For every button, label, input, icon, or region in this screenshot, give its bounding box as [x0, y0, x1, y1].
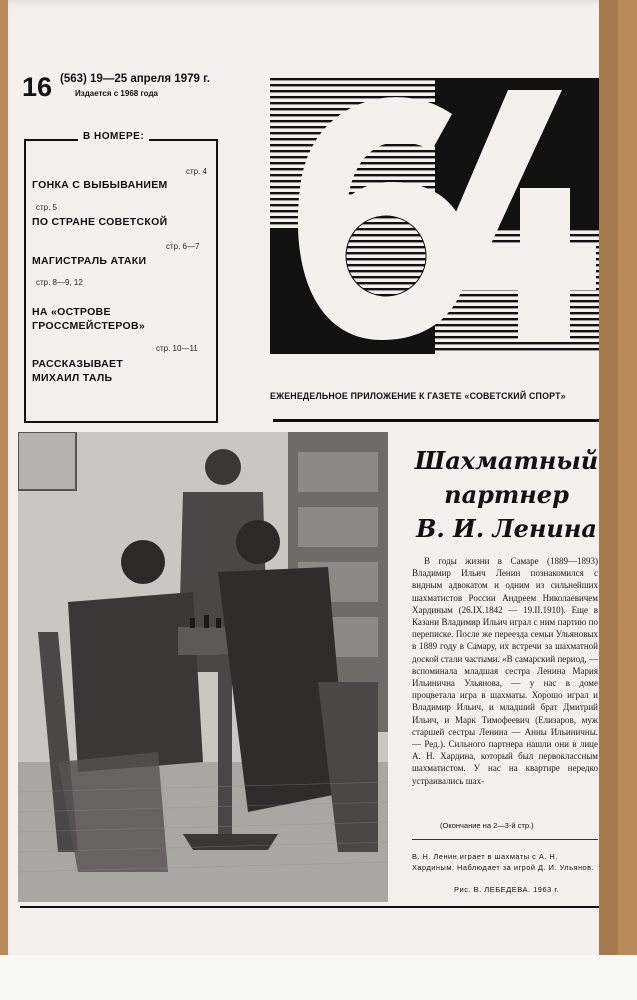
contents-headline[interactable]: МИХАИЛ ТАЛЬ [32, 372, 113, 384]
contents-box [24, 131, 218, 423]
illustration-credit: Рис. В. ЛЕБЕДЕВА. 1963 г. [454, 885, 560, 894]
continued-note[interactable]: (Окончание на 2—3-й стр.) [440, 821, 534, 830]
newspaper-page [8, 0, 618, 1000]
divider [273, 419, 600, 422]
supplement-line: ЕЖЕНЕДЕЛЬНОЕ ПРИЛОЖЕНИЕ К ГАЗЕТЕ «СОВЕТСКИЙ СПОРТ» [270, 391, 566, 401]
divider [412, 839, 598, 840]
article-body: В годы жизни в Самаре (1889—1893) Владимир Ильич Ленин познакомился с видным адвокатом и одним из сильнейших шахматистов России Андреем Николаевичем Хардиным (26.IX.1842 — 19.II.1910). Еще в Казани Владимир Ильич играл с ним партию по переписке. После же переезда семьи Ульяновых в 1889 году в Самару, их встречи за шахматной доской стали частыми. «В самарский период, — вспоминала младшая сестра Ленина Мария Ильинична Ульянова, — у нас в доме процветала игра в шахматы. Хорошо играл и Владимир Ильич, и младший брат Дмитрий Ильич, и Марк Тимофеевич (Елизаров, муж старшей сестры Ленина — Анны Ильиничны. — Ред.). Сильного партнера нашли они в лице А. Н. Хардина, который был первоклассным шахматистом. У нас на квартире нередко устраивались шах- [412, 556, 598, 786]
chess-illustration [18, 432, 388, 902]
article-title-line: В. И. Ленина [416, 514, 597, 543]
page-spine [599, 0, 618, 1000]
contents-headline[interactable]: НА «ОСТРОВЕ [32, 306, 111, 318]
divider [20, 906, 600, 908]
article-title-line: Шахматный [414, 446, 599, 475]
contents-page-ref: стр. 4 [186, 167, 208, 176]
contents-title: В НОМЕРЕ: [78, 131, 149, 142]
illustration-caption: В. Н. Ленин играет в шахматы с А. Н. Хардиным. Наблюдает за игрой Д. И. Ульянов. [412, 852, 595, 872]
logo-64-icon [270, 78, 601, 354]
contents-headline[interactable]: ПО СТРАНЕ СОВЕТСКОЙ [32, 216, 168, 228]
issue-date: (563) 19—25 апреля 1979 г. [60, 73, 210, 85]
contents-page-ref: стр. 6—7 [166, 242, 200, 251]
contents-headline[interactable]: РАССКАЗЫВАЕТ [32, 358, 124, 370]
issue-number: 16 [22, 72, 53, 102]
contents-page-ref: стр. 8—9, 12 [36, 278, 83, 287]
contents-page-ref: стр. 5 [36, 203, 58, 212]
contents-headline[interactable]: ГОНКА С ВЫБЫВАНИЕМ [32, 179, 168, 191]
contents-headline[interactable]: ГРОССМЕЙСТЕРОВ» [32, 320, 146, 332]
contents-headline[interactable]: МАГИСТРАЛЬ АТАКИ [32, 255, 147, 267]
background-surface [0, 955, 637, 1000]
published-since: Издается с 1968 года [75, 89, 158, 98]
article-title-line: партнер [444, 480, 569, 509]
contents-page-ref: стр. 10—11 [156, 344, 198, 353]
